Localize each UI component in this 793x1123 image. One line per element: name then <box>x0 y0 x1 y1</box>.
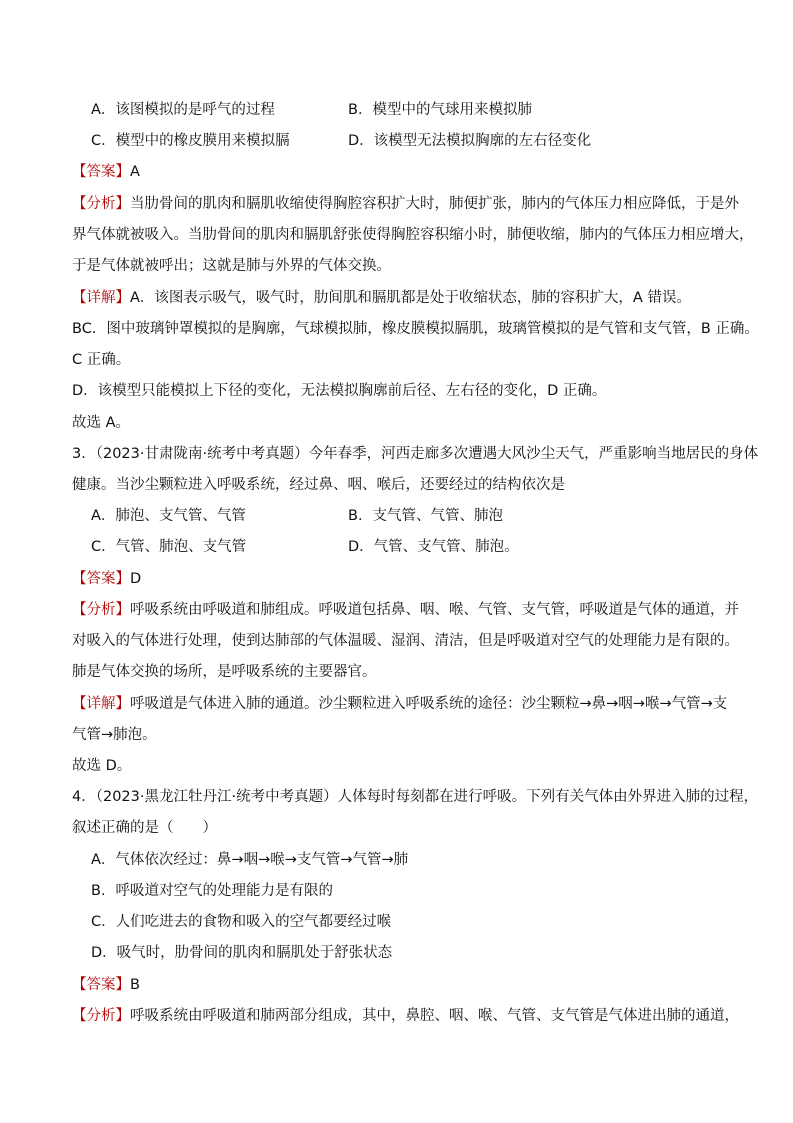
answer-value: A <box>130 164 140 180</box>
q4-analysis-line-1 <box>72 1006 739 1026</box>
q2-option-d: D．该模型无法模拟胸廓的左右径变化 <box>348 133 592 149</box>
detail-text: 呼吸道是气体进入肺的通道。沙尘颗粒进入呼吸系统的途径：沙尘颗粒→鼻→咽→喉→气管→支 <box>130 696 728 712</box>
q2-option-a: A．该图模拟的是呼气的过程 <box>91 102 275 118</box>
q2-option-c: C．模型中的橡皮膜用来模拟膈 <box>91 133 290 149</box>
q3-option-c: C．气管、肺泡、支气管 <box>91 539 247 555</box>
analysis-tag: 【分析】 <box>72 602 130 618</box>
q2-detail-line-3: C 正确。 <box>72 352 131 368</box>
detail-text: A．该图表示吸气，吸气时，肋间肌和膈肌都是处于收缩状态，肺的容积扩大，A 错误。 <box>130 290 691 306</box>
q3-answer <box>72 569 141 589</box>
detail-tag: 【详解】 <box>72 290 130 306</box>
q3-stem-line-2: 健康。当沙尘颗粒进入呼吸系统，经过鼻、咽、喉后，还要经过的结构依次是 <box>72 477 565 493</box>
analysis-tag: 【分析】 <box>72 196 130 212</box>
q3-option-b: B．支气管、气管、肺泡 <box>348 508 503 524</box>
q3-analysis-line-1 <box>72 600 739 620</box>
q2-analysis-line-1 <box>72 194 739 214</box>
q4-option-d: D．吸气时，肋骨间的肌肉和膈肌处于舒张状态 <box>91 945 393 961</box>
analysis-tag: 【分析】 <box>72 1008 130 1024</box>
q4-stem-line-1: 4．（2023·黑龙江牡丹江·统考中考真题）人体每时每刻都在进行呼吸。下列有关气体由外界进入肺的过程， <box>72 789 759 805</box>
q2-answer <box>72 162 140 182</box>
detail-tag: 【详解】 <box>72 696 130 712</box>
q2-detail-line-2: BC．图中玻璃钟罩模拟的是胸廓，气球模拟肺，橡皮膜模拟膈肌，玻璃管模拟的是气管和支气管，B 正确。 <box>72 321 759 337</box>
q2-detail-line-4: D．该模型只能模拟上下径的变化，无法模拟胸廓前后径、左右径的变化，D 正确。 <box>72 383 607 399</box>
q4-option-a: A．气体依次经过：鼻→咽→喉→支气管→气管→肺 <box>91 852 409 868</box>
q3-option-a: A．肺泡、支气管、气管 <box>91 508 246 524</box>
analysis-text: 呼吸系统由呼吸道和肺两部分组成，其中，鼻腔、咽、喉、气管、支气管是气体进出肺的通道， <box>130 1008 739 1024</box>
q3-analysis-line-3: 肺是气体交换的场所，是呼吸系统的主要器官。 <box>72 664 377 680</box>
q2-detail-line-5: 故选 A。 <box>72 415 131 431</box>
answer-value: D <box>130 571 142 587</box>
answer-tag: 【答案】 <box>72 164 130 180</box>
q4-answer <box>72 975 140 995</box>
q4-option-c: C．人们吃进去的食物和吸入的空气都要经过喉 <box>91 914 392 930</box>
q2-analysis-line-3: 于是气体就被呼出；这就是肺与外界的气体交换。 <box>72 258 391 274</box>
q2-analysis-line-2: 界气体就被吸入。当肋骨间的肌肉和膈肌舒张使得胸腔容积缩小时，肺便收缩，肺内的气体压力相应增大， <box>72 227 754 243</box>
q4-stem-line-2: 叙述正确的是（ ） <box>72 820 217 836</box>
q2-detail-line-1 <box>72 288 691 308</box>
q3-stem-line-1: 3．（2023·甘肃陇南·统考中考真题）今年春季，河西走廊多次遭遇大风沙尘天气，严重影响当地居民的身体 <box>72 446 759 462</box>
analysis-text: 当肋骨间的肌肉和膈肌收缩使得胸腔容积扩大时，肺便扩张，肺内的气体压力相应降低，于是外 <box>130 196 739 212</box>
q4-option-b: B．呼吸道对空气的处理能力是有限的 <box>91 883 333 899</box>
q3-analysis-line-2: 对吸入的气体进行处理，使到达肺部的气体温暖、湿润、清洁，但是呼吸道对空气的处理能力是有限的。 <box>72 633 739 649</box>
answer-value: B <box>130 977 140 993</box>
q2-option-b: B．模型中的气球用来模拟肺 <box>348 102 532 118</box>
answer-tag: 【答案】 <box>72 571 130 587</box>
answer-tag: 【答案】 <box>72 977 130 993</box>
analysis-text: 呼吸系统由呼吸道和肺组成。呼吸道包括鼻、咽、喉、气管、支气管，呼吸道是气体的通道，并 <box>130 602 739 618</box>
q3-option-d: D．气管、支气管、肺泡。 <box>348 539 519 555</box>
q3-detail-line-1 <box>72 694 727 714</box>
q3-detail-line-3: 故选 D。 <box>72 758 132 774</box>
q3-detail-line-2: 气管→肺泡。 <box>72 727 157 743</box>
